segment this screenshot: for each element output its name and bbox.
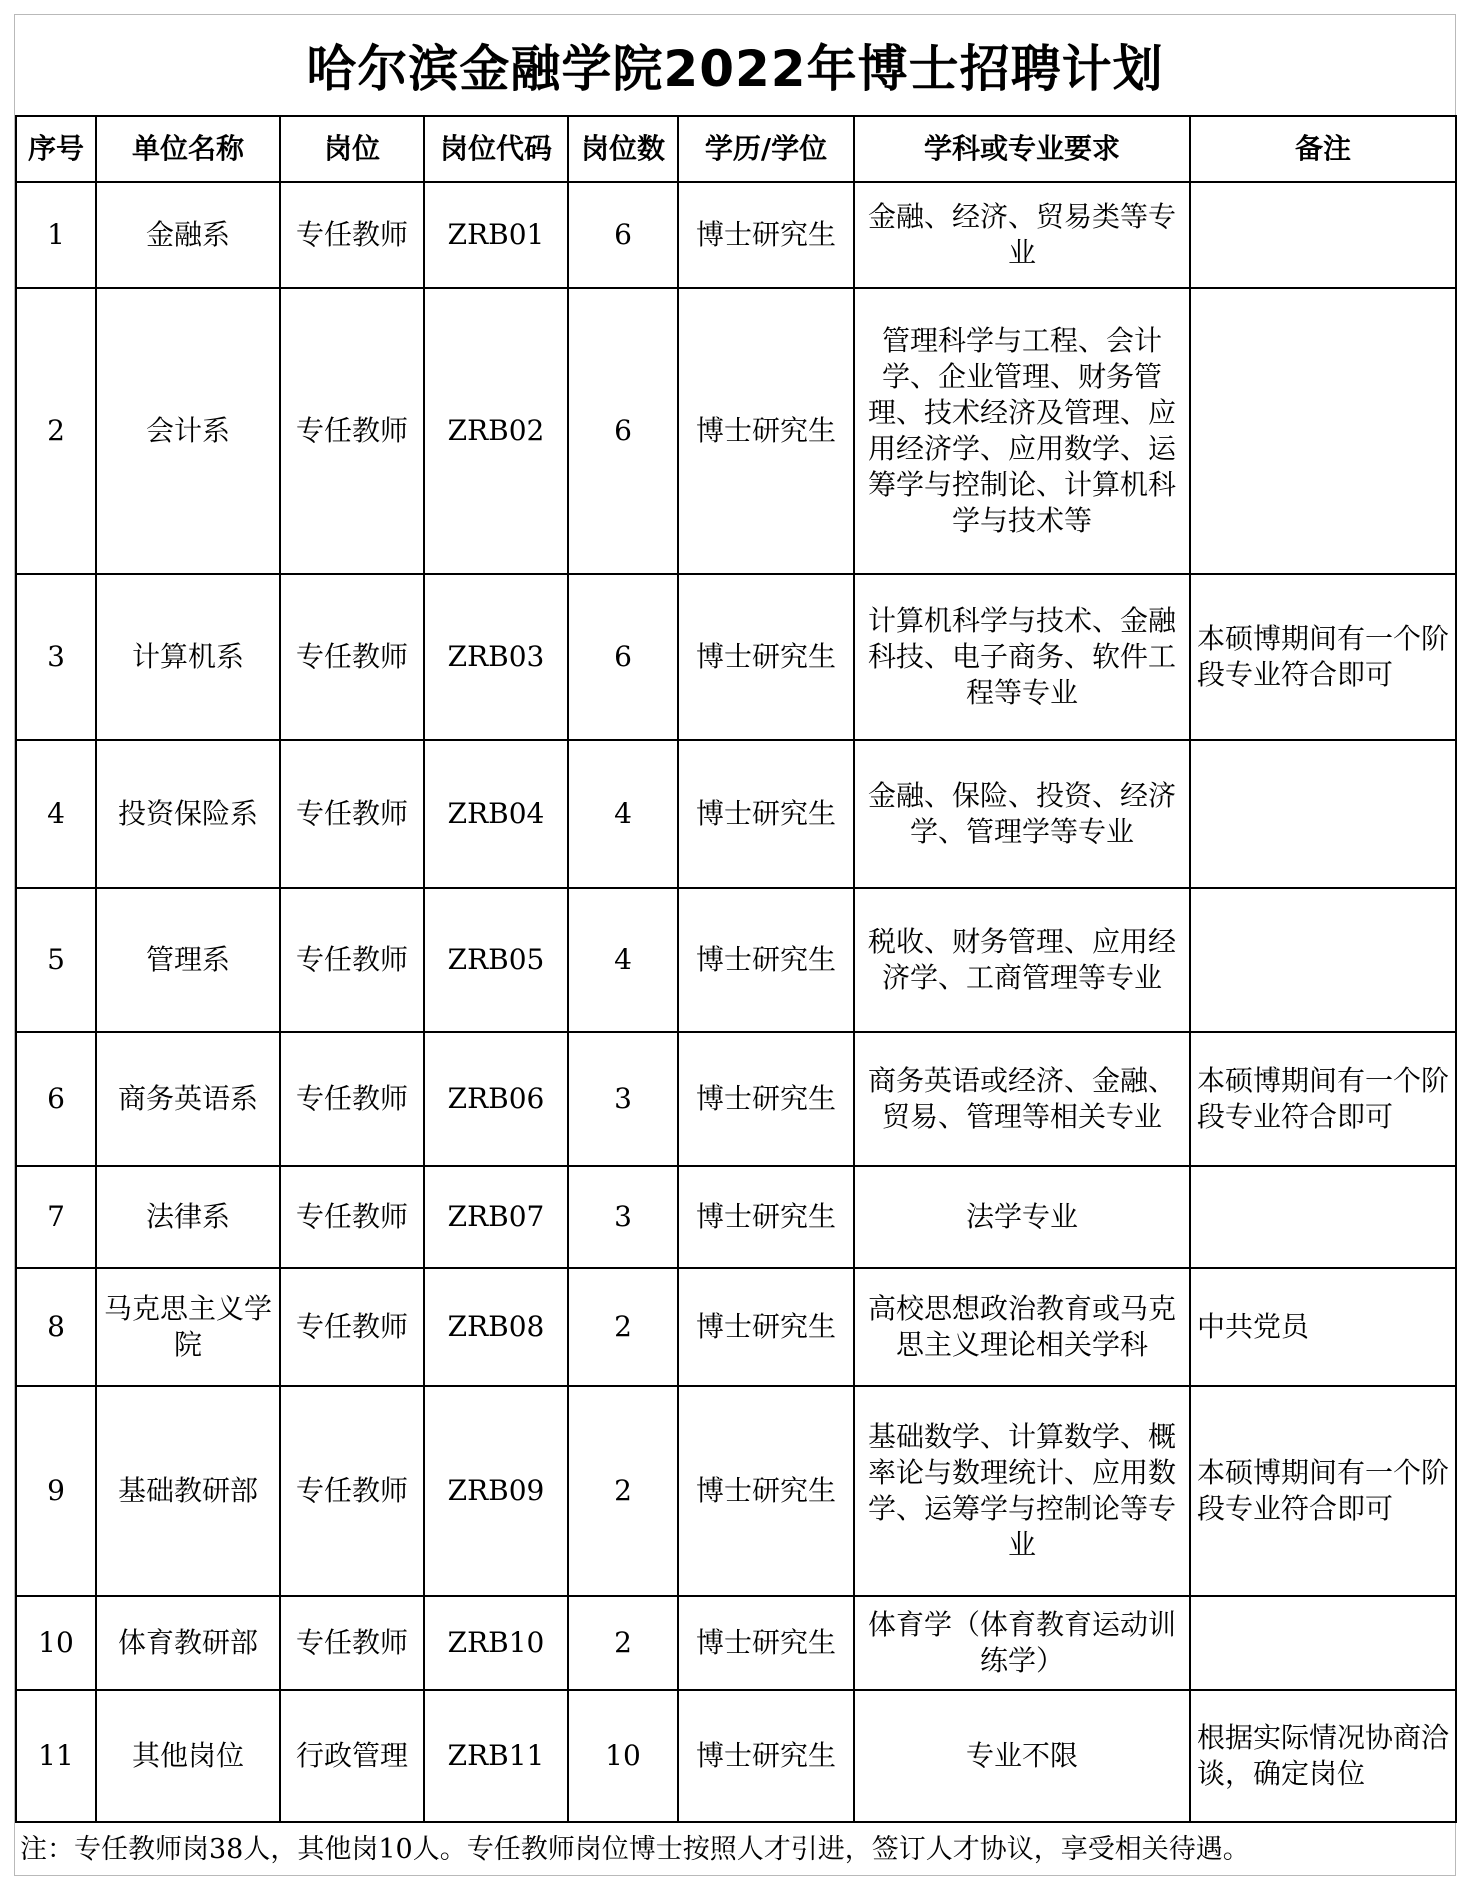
- cell-code: ZRB06: [424, 1032, 568, 1166]
- cell-code: ZRB05: [424, 888, 568, 1032]
- cell-count: 4: [568, 740, 678, 888]
- cell-post: 专任教师: [280, 288, 424, 574]
- cell-note: [1190, 288, 1456, 574]
- cell-unit: 体育教研部: [96, 1596, 280, 1690]
- cell-unit: 投资保险系: [96, 740, 280, 888]
- header-post: 岗位: [280, 116, 424, 182]
- cell-unit: 管理系: [96, 888, 280, 1032]
- cell-degree: 博士研究生: [678, 1690, 854, 1822]
- cell-note: 根据实际情况协商洽谈，确定岗位: [1190, 1690, 1456, 1822]
- cell-count: 2: [568, 1268, 678, 1386]
- cell-count: 2: [568, 1596, 678, 1690]
- page-title: 哈尔滨金融学院2022年博士招聘计划: [306, 40, 1164, 98]
- table-row: [16, 888, 1456, 1032]
- header-code: 岗位代码: [424, 116, 568, 182]
- cell-major: 法学专业: [854, 1166, 1190, 1268]
- cell-code: ZRB04: [424, 740, 568, 888]
- cell-count: 3: [568, 1166, 678, 1268]
- cell-degree: 博士研究生: [678, 1596, 854, 1690]
- cell-code: ZRB07: [424, 1166, 568, 1268]
- cell-major: 管理科学与工程、会计学、企业管理、财务管理、技术经济及管理、应用经济学、应用数学、运筹学与控制论、计算机科学与技术等: [854, 288, 1190, 574]
- cell-degree: 博士研究生: [678, 288, 854, 574]
- cell-no: 6: [16, 1032, 96, 1166]
- header-degree: 学历/学位: [678, 116, 854, 182]
- table-header-row: [16, 116, 1456, 182]
- cell-no: 9: [16, 1386, 96, 1596]
- cell-post: 专任教师: [280, 1268, 424, 1386]
- table-row: [16, 1268, 1456, 1386]
- cell-no: 8: [16, 1268, 96, 1386]
- cell-post: 专任教师: [280, 1032, 424, 1166]
- cell-major: 税收、财务管理、应用经济学、工商管理等专业: [854, 888, 1190, 1032]
- cell-note: [1190, 888, 1456, 1032]
- table-row: [16, 574, 1456, 740]
- cell-count: 10: [568, 1690, 678, 1822]
- table-row: [16, 1166, 1456, 1268]
- cell-post: 专任教师: [280, 1596, 424, 1690]
- cell-note: [1190, 182, 1456, 288]
- cell-major: 金融、经济、贸易类等专业: [854, 182, 1190, 288]
- cell-code: ZRB08: [424, 1268, 568, 1386]
- cell-major: 体育学（体育教育运动训练学）: [854, 1596, 1190, 1690]
- cell-code: ZRB09: [424, 1386, 568, 1596]
- cell-post: 专任教师: [280, 574, 424, 740]
- cell-unit: 法律系: [96, 1166, 280, 1268]
- cell-no: 10: [16, 1596, 96, 1690]
- cell-count: 6: [568, 574, 678, 740]
- cell-code: ZRB01: [424, 182, 568, 288]
- cell-degree: 博士研究生: [678, 1166, 854, 1268]
- cell-degree: 博士研究生: [678, 1268, 854, 1386]
- cell-count: 6: [568, 288, 678, 574]
- cell-degree: 博士研究生: [678, 1386, 854, 1596]
- cell-note: 中共党员: [1190, 1268, 1456, 1386]
- cell-note: 本硕博期间有一个阶段专业符合即可: [1190, 1032, 1456, 1166]
- cell-degree: 博士研究生: [678, 888, 854, 1032]
- cell-post: 专任教师: [280, 740, 424, 888]
- cell-count: 4: [568, 888, 678, 1032]
- cell-code: ZRB11: [424, 1690, 568, 1822]
- cell-code: ZRB03: [424, 574, 568, 740]
- cell-major: 金融、保险、投资、经济学、管理学等专业: [854, 740, 1190, 888]
- footnote: 注：专任教师岗38人，其他岗10人。专任教师岗位博士按照人才引进，签订人才协议，享受相关待遇。: [20, 1833, 1250, 1865]
- cell-count: 2: [568, 1386, 678, 1596]
- table-row: [16, 288, 1456, 574]
- cell-note: [1190, 1596, 1456, 1690]
- cell-unit: 商务英语系: [96, 1032, 280, 1166]
- cell-degree: 博士研究生: [678, 1032, 854, 1166]
- cell-no: 3: [16, 574, 96, 740]
- cell-post: 行政管理: [280, 1690, 424, 1822]
- table-row: [16, 1032, 1456, 1166]
- cell-unit: 马克思主义学院: [96, 1268, 280, 1386]
- cell-unit: 会计系: [96, 288, 280, 574]
- cell-major: 计算机科学与技术、金融科技、电子商务、软件工程等专业: [854, 574, 1190, 740]
- cell-count: 6: [568, 182, 678, 288]
- cell-unit: 基础教研部: [96, 1386, 280, 1596]
- table-row: [16, 182, 1456, 288]
- cell-note: 本硕博期间有一个阶段专业符合即可: [1190, 1386, 1456, 1596]
- cell-code: ZRB02: [424, 288, 568, 574]
- cell-post: 专任教师: [280, 1386, 424, 1596]
- table-row: [16, 740, 1456, 888]
- cell-note: [1190, 1166, 1456, 1268]
- cell-no: 5: [16, 888, 96, 1032]
- cell-post: 专任教师: [280, 182, 424, 288]
- cell-post: 专任教师: [280, 1166, 424, 1268]
- cell-degree: 博士研究生: [678, 574, 854, 740]
- cell-no: 1: [16, 182, 96, 288]
- cell-degree: 博士研究生: [678, 740, 854, 888]
- header-no: 序号: [16, 116, 96, 182]
- cell-no: 11: [16, 1690, 96, 1822]
- cell-unit: 金融系: [96, 182, 280, 288]
- cell-no: 2: [16, 288, 96, 574]
- cell-no: 7: [16, 1166, 96, 1268]
- cell-post: 专任教师: [280, 888, 424, 1032]
- cell-count: 3: [568, 1032, 678, 1166]
- cell-code: ZRB10: [424, 1596, 568, 1690]
- recruitment-table: [15, 115, 1457, 1823]
- cell-no: 4: [16, 740, 96, 888]
- table-row: [16, 1386, 1456, 1596]
- cell-major: 基础数学、计算数学、概率论与数理统计、应用数学、运筹学与控制论等专业: [854, 1386, 1190, 1596]
- header-major: 学科或专业要求: [854, 116, 1190, 182]
- cell-unit: 其他岗位: [96, 1690, 280, 1822]
- header-unit: 单位名称: [96, 116, 280, 182]
- cell-major: 商务英语或经济、金融、贸易、管理等相关专业: [854, 1032, 1190, 1166]
- table-row: [16, 1596, 1456, 1690]
- header-note: 备注: [1190, 116, 1456, 182]
- cell-major: 专业不限: [854, 1690, 1190, 1822]
- table-row: [16, 1690, 1456, 1822]
- cell-note: [1190, 740, 1456, 888]
- cell-degree: 博士研究生: [678, 182, 854, 288]
- cell-unit: 计算机系: [96, 574, 280, 740]
- cell-note: 本硕博期间有一个阶段专业符合即可: [1190, 574, 1456, 740]
- header-count: 岗位数: [568, 116, 678, 182]
- cell-major: 高校思想政治教育或马克思主义理论相关学科: [854, 1268, 1190, 1386]
